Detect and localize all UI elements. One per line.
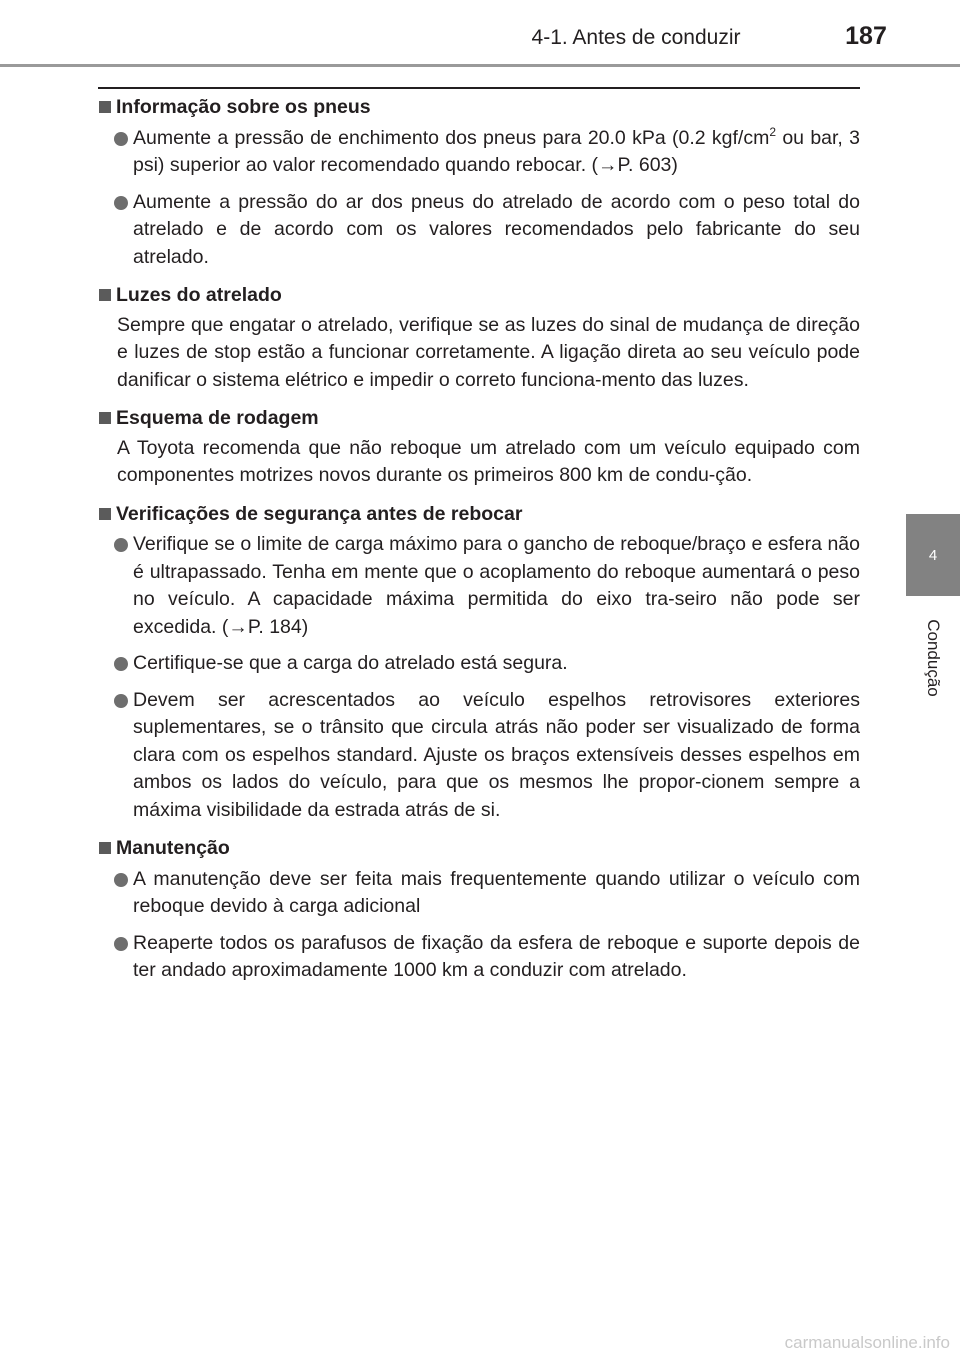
- bullet-item: Certifique-se que a carga do atrelado está segura.: [98, 650, 860, 678]
- section-paragraph: Sempre que engatar o atrelado, verifique se as luzes do sinal de mudança de direção e luzes de stop estão a funcionar corretamente. A ligação direta ao seu veículo pode danificar o sistema elétrico e impedir o correto funciona-mento das luzes.: [117, 313, 860, 391]
- square-bullet-icon: [99, 101, 111, 113]
- square-bullet-icon: [99, 842, 111, 854]
- watermark: carmanualsonline.info: [784, 1333, 950, 1352]
- chapter-label-text: Condução: [924, 619, 944, 697]
- section-paragraph: A Toyota recomenda que não reboque um atrelado com um veículo equipado com componentes motrizes novos durante os primeiros 800 km de condu-ção.: [117, 436, 860, 486]
- bullet-item: A manutenção deve ser feita mais frequentemente quando utilizar o veículo com reboque devido à carga adicional: [98, 866, 860, 921]
- page-content: [98, 92, 860, 985]
- section-break-in: [98, 405, 860, 490]
- round-bullet-icon: [114, 196, 128, 210]
- chapter-tab[interactable]: [906, 514, 960, 596]
- bullet-item: Aumente a pressão do ar dos pneus do atrelado de acordo com o peso total do atrelado e de acordo com os valores recomendados pelo fabricante do seu atrelado.: [98, 189, 860, 272]
- bullet-item: Devem ser acrescentados ao veículo espelhos retrovisores exteriores suplementares, se o trânsito que circula atrás não poder ser visualizado de forma clara com os espelhos standard. Ajuste os braços extensíveis desses espelhos em ambos os lados do veículo, para que os mesmos lhe propor-cionem sempre a máxima visibilidade da estrada atrás de si.: [98, 687, 860, 825]
- bullet-item: Aumente a pressão de enchimento dos pneus para 20.0 kPa (0.2 kgf/$cm^2$ ou bar, 3 psi) superior ao valor recomendado quando rebocar. (→P. 603): [98, 125, 860, 180]
- section-tires: [98, 94, 860, 271]
- bullet-item: Verifique se o limite de carga máximo para o gancho de reboque/braço e esfera não é ultrapassado. Tenha em mente que o acoplamento do reboque aumentará o peso no veículo. A capacidade máxima permitida do eixo tra-seiro não pode ser excedida. (→P. 184): [98, 531, 860, 641]
- section-lights: [98, 282, 860, 394]
- chapter-label: [906, 604, 960, 712]
- square-bullet-icon: [99, 508, 111, 520]
- square-bullet-icon: [99, 412, 111, 424]
- content-top-rule: [98, 87, 860, 89]
- header-section-title: 4-1. Antes de conduzir: [531, 26, 741, 49]
- section-maintenance: [98, 835, 860, 985]
- section-heading: Informação sobre os pneus: [98, 94, 860, 122]
- chapter-number: 4: [928, 546, 938, 564]
- header-rule: [0, 64, 960, 67]
- round-bullet-icon: [114, 694, 128, 708]
- section-safety: [98, 501, 860, 825]
- round-bullet-icon: [114, 937, 128, 951]
- section-heading: Manutenção: [98, 835, 860, 863]
- section-heading: Verificações de segurança antes de rebocar: [98, 501, 860, 529]
- page-reference-link[interactable]: ou bar, 3 psi) superior ao valor recomendado quando rebocar. (→P. 603): [133, 126, 860, 176]
- section-heading: Esquema de rodagem: [98, 405, 860, 433]
- round-bullet-icon: [114, 657, 128, 671]
- bullet-item: Reaperte todos os parafusos de fixação da esfera de reboque e suporte depois de ter andado aproximadamente 1000 km a conduzir com atrelado.: [98, 930, 860, 985]
- page-number: 187: [845, 22, 887, 50]
- round-bullet-icon: [114, 132, 128, 146]
- section-heading: Luzes do atrelado: [98, 282, 860, 310]
- round-bullet-icon: [114, 538, 128, 552]
- round-bullet-icon: [114, 873, 128, 887]
- square-bullet-icon: [99, 289, 111, 301]
